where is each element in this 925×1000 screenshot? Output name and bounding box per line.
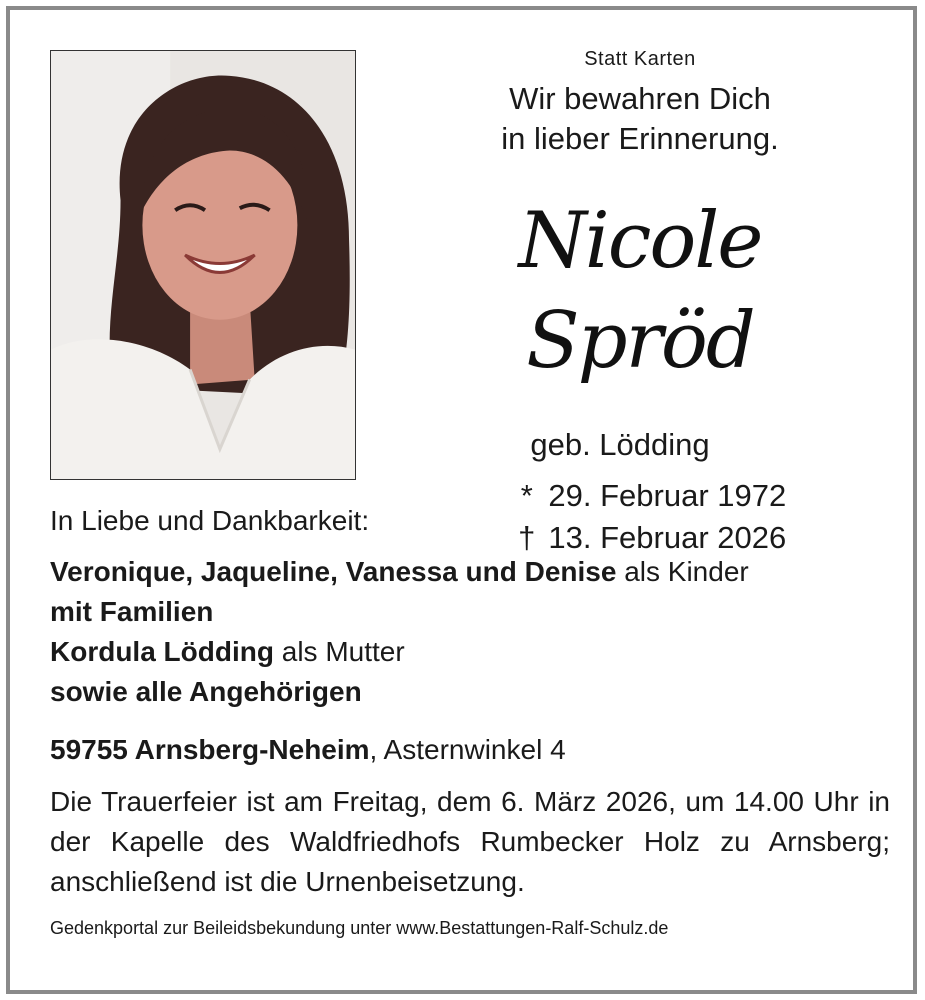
statt-karten-label: Statt Karten (584, 48, 696, 70)
mother-line (50, 632, 890, 672)
death-cross-icon: † (518, 520, 536, 555)
children-role: als Kinder (616, 556, 749, 587)
header-block (400, 46, 880, 559)
motto (400, 79, 880, 159)
deceased-name: Nicole Spröd (518, 196, 762, 386)
portrait-image (51, 51, 355, 479)
address (50, 734, 890, 766)
mother-name: Kordula Lödding (50, 636, 274, 667)
motto-line-2: in lieber Erinnerung. (501, 121, 779, 156)
address-city: 59755 Arnsberg-Neheim (50, 734, 370, 765)
children-names: Veronique, Jaqueline, Vanessa und Denise (50, 556, 617, 587)
address-street: , Asternwinkel 4 (369, 734, 566, 765)
birth-date: 29. Februar 1972 (548, 478, 787, 513)
ceremony-text: Die Trauerfeier ist am Freitag, dem 6. März 2026, um 14.00 Uhr in der Kapelle des Waldfriedhofs Rumbecker Holz zu Arnsberg; anschließend ist die Urnenbeisetzung. (50, 786, 890, 897)
mourners-block (50, 505, 890, 939)
mother-role: als Mutter (273, 636, 405, 667)
mourners-intro: In Liebe und Dankbarkeit: (50, 505, 370, 536)
birth-name: geb. Lödding (530, 427, 710, 462)
all-relatives: sowie alle Angehörigen (50, 676, 362, 707)
portrait-photo (50, 50, 356, 480)
motto-line-1: Wir bewahren Dich (509, 81, 771, 116)
death-date: 13. Februar 2026 (548, 520, 787, 555)
children-line (50, 552, 890, 592)
birth-star-icon: * (520, 478, 533, 513)
with-families: mit Familien (50, 596, 214, 627)
portal-note: Gedenkportal zur Beileidsbekundung unter www.Bestattungen-Ralf-Schulz.de (50, 918, 669, 938)
family-list (50, 552, 890, 712)
